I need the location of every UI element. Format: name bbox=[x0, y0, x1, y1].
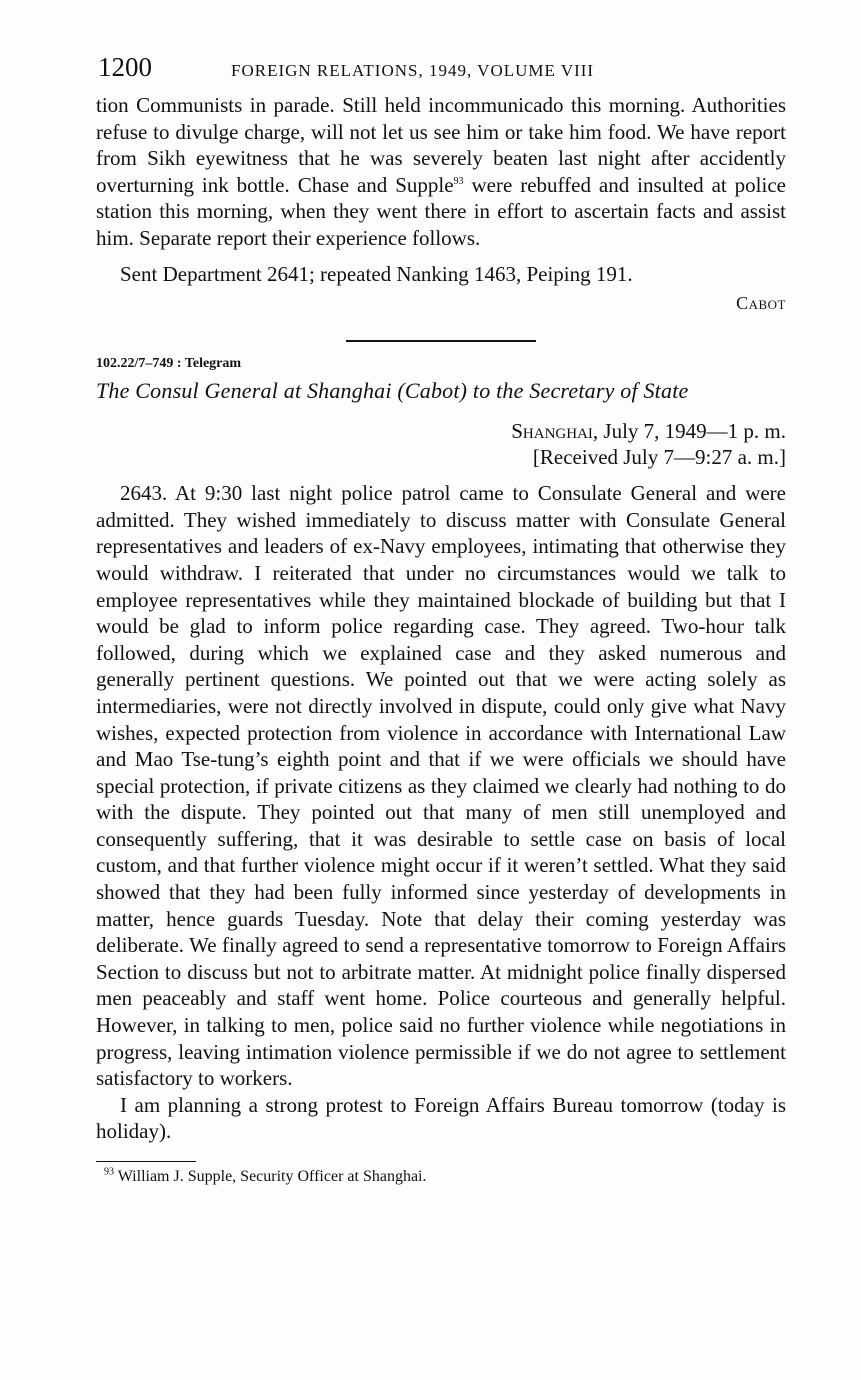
page-header bbox=[96, 52, 786, 92]
telegram-paragraph-1: 2643. At 9:30 last night police patrol came to Consulate General and were admitted. They wished immediately to discuss matter with Consulate General representatives and leaders of ex-Navy employees, intimating that otherwise they would withdraw. I reiterated that under no circumstances would we talk to employee representatives while they maintained blockade of building but that I would be glad to inform police regarding case. They agreed. Two-hour talk followed, during which we explained case and they asked numerous and generally pertinent questions. We pointed out that we were acting solely as intermediaries, were not directly involved in dispute, could only give what Navy wishes, expected protection from violence in accordance with International Law and Mao Tse-tung’s eighth point and that if we were officials we should have special protection, if private citizens as they claimed we clearly had nothing to do with the dispute. They pointed out that many of men still unemployed and consequently suffering, that it was desirable to settle case on basis of local custom, and that further violence might occur if it weren’t settled. What they said showed that they had been fully informed since yesterday of developments in matter, hence guards Tuesday. Note that delay their coming yesterday was deliberate. We finally agreed to send a representative tomorrow to Foreign Affairs Section to discuss but not to arbitrate matter. At midnight police finally dispersed men peaceably and staff went home. Police courteous and generally helpful. However, in talking to men, police said no further violence while negotiations in progress, leaving intimation violence permissible if we do not agree to settlement satisfactory to workers. bbox=[96, 481, 786, 1091]
paragraph-text-after-note: were rebuffed and insulted at police station this morning, when they went there in effort to ascertain facts and assist him. Separate report their experience follows. bbox=[96, 172, 786, 250]
footnote bbox=[96, 1168, 786, 1186]
signature-cabot: Cabot bbox=[736, 293, 786, 314]
document-id: 102.22/7–749 : Telegram bbox=[96, 356, 242, 372]
sent-line: Sent Department 2641; repeated Nanking 1463, Peiping 191. bbox=[120, 261, 633, 286]
running-title: FOREIGN RELATIONS, 1949, VOLUME VIII bbox=[231, 61, 595, 80]
document-title: The Consul General at Shanghai (Cabot) to the Secretary of State bbox=[96, 378, 689, 404]
document-page bbox=[96, 52, 786, 1186]
dateline-date: , July 7, 1949—1 p. m. bbox=[592, 419, 786, 444]
footnote-marker: 93 bbox=[104, 1166, 114, 1178]
footnote-divider bbox=[96, 1161, 196, 1162]
continued-paragraph bbox=[96, 92, 786, 252]
footnote-reference: 93 bbox=[453, 175, 464, 187]
page-number: 1200 bbox=[98, 52, 152, 82]
footnote-text: William J. Supple, Security Officer at Shanghai. bbox=[114, 1168, 427, 1185]
telegram-paragraph-2: I am planning a strong protest to Foreign Affairs Bureau tomorrow (today is holiday). bbox=[96, 1092, 786, 1144]
dateline-place: Shanghai bbox=[511, 419, 593, 444]
paragraph-text-before-note: tion Communists in parade. Still held incommunicado this morning. Authorities refuse to divulge charge, will not let us see him or take him food. We have report from Sikh eyewitness that he was severely beaten last night after accidently overturning ink bottle. Chase and Supple bbox=[96, 93, 786, 197]
received-line: [Received July 7—9:27 a. m.] bbox=[532, 445, 786, 470]
section-divider bbox=[346, 340, 536, 342]
dateline bbox=[96, 418, 786, 444]
